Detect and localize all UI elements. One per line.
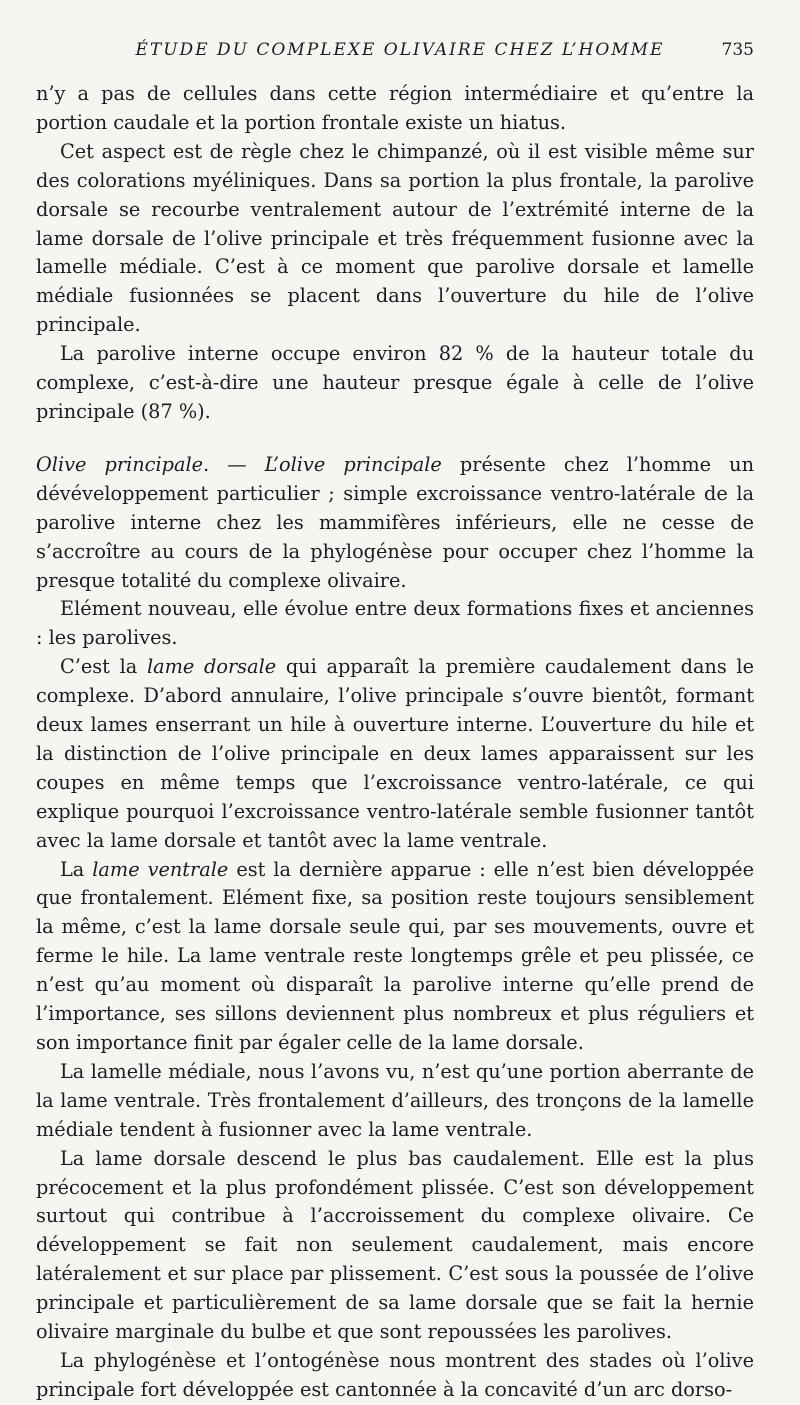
paragraph-5: Elément nouveau, elle évolue entre deux formations fixes et anciennes : les parolives. xyxy=(36,597,754,650)
paragraph-10: La phylogénèse et l’ontogénèse nous montrent des stades où l’olive principale fort développée est cantonnée à la concavité d’un arc dorso- xyxy=(36,1348,754,1401)
section-lead-text: présente chez l’homme un dévéveloppement particulier ; simple excroissance ventro-latérale de la parolive interne chez les mammifères inférieurs, elle ne cesse de s’accroître au cours de la phylogénèse pour occuper chez l’homme la presque totalité du complexe olivaire. xyxy=(36,452,754,592)
paragraph-8: La lamelle médiale, nous l’avons vu, n’est qu’une portion aberrante de la lame ventrale. Très frontalement d’ailleurs, des tronçons de la lamelle médiale tendent à fusionner avec la lame ventrale. xyxy=(36,1059,754,1141)
section-olive-principale xyxy=(36,451,754,596)
paragraph-1: n’y a pas de cellules dans cette région intermédiaire et qu’entre la portion caudale et la portion frontale existe un hiatus. xyxy=(36,82,754,134)
running-title: ÉTUDE DU COMPLEXE OLIVAIRE CHEZ L’HOMME xyxy=(135,40,665,60)
text-run: La xyxy=(60,857,93,881)
term-lame-dorsale: lame dorsale xyxy=(146,655,277,679)
paragraph-lame-dorsale xyxy=(36,653,754,855)
text-run: C’est la xyxy=(60,655,147,679)
heading-dash: — xyxy=(209,452,265,476)
page-header xyxy=(0,40,800,70)
text-run: qui apparaît la première caudalement dans le complexe. D’abord annulaire, l’olive principale s’ouvre bientôt, formant deux lames enserrant un hile à ouverture interne. L’ouverture du hile et la distinction de l’olive principale en deux lames apparaissent sur les coupes en même temps que l’excroissance ventro-latérale, ce qui explique pourquoi l’excroissance ventro-latérale semble fusionner tantôt avec la lame dorsale et tantôt avec la lame ventrale. xyxy=(36,655,755,852)
section-heading: Olive principale. xyxy=(36,452,210,476)
paragraph-9: La lame dorsale descend le plus bas caudalement. Elle est la plus précocement et la plus profondément plissée. C’est son développement surtout qui contribue à l’accroissement du complexe olivaire. Ce développement se fait non seulement caudalement, mais encore latéralement et sur place par plissement. C’est sous la poussée de l’olive principale et particulièrement de sa lame dorsale que se fait la hernie olivaire marginale du bulbe et que sont repoussées les parolives. xyxy=(36,1146,754,1344)
paragraph-lame-ventrale xyxy=(36,856,754,1058)
section-lead-term: L’olive principale xyxy=(264,452,442,476)
body-text xyxy=(36,80,754,1405)
paragraph-3: La parolive interne occupe environ 82 % de la hauteur totale du complexe, c’est-à-dire une hauteur presque égale à celle de l’olive principale (87 %). xyxy=(36,342,754,423)
paragraph-2: Cet aspect est de règle chez le chimpanzé, où il est visible même sur des colorations myéliniques. Dans sa portion la plus frontale, la parolive dorsale se recourbe ventralement autour de l’extrémité interne de la lame dorsale de l’olive principale et très fréquemment fusionne avec la lamelle médiale. C’est à ce moment que parolive dorsale et lamelle médiale fusionnées se placent dans l’ouverture du hile de l’olive principale. xyxy=(36,139,754,337)
page-number: 735 xyxy=(721,40,754,60)
term-lame-ventrale: lame ventrale xyxy=(92,857,229,881)
text-run: est la dernière apparue : elle n’est bien développée que frontalement. Elément fixe, sa position reste toujours sensiblement la même, c’est la lame dorsale seule qui, par ses mouvements, ouvre et ferme le hile. La lame ventrale reste longtemps grêle et peu plissée, ce n’est qu’au moment où disparaît la parolive interne qu’elle prend de l’importance, ses sillons deviennent plus nombreux et plus réguliers et son importance finit par égaler celle de la lame dorsale. xyxy=(36,857,754,1054)
